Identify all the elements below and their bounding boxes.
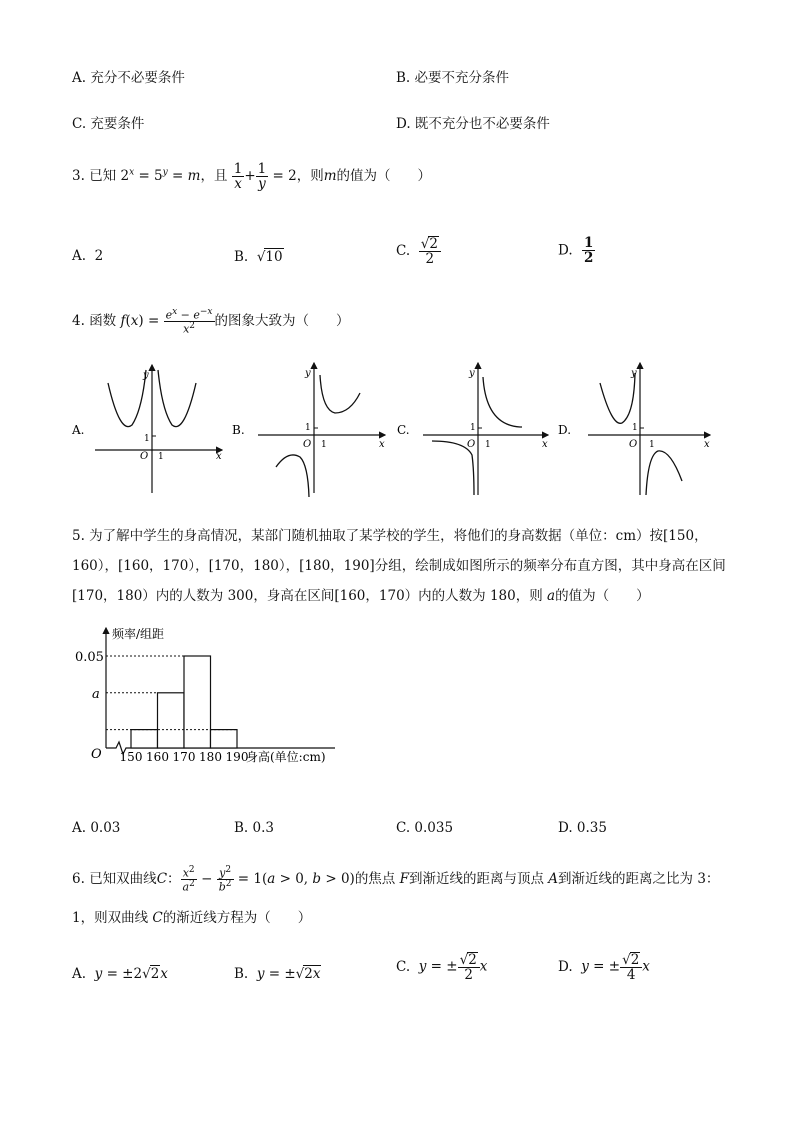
graph-a-right-branch <box>158 370 196 427</box>
graph-d-left-branch <box>600 373 635 423</box>
svg-text:y: y <box>305 368 311 379</box>
svg-text:x: x <box>379 439 385 450</box>
svg-text:x: x <box>216 451 222 462</box>
q3-option-c-label: C. <box>396 243 411 260</box>
histogram-xtick-3: 180 <box>199 750 222 764</box>
q2-option-a[interactable]: A. 充分不必要条件 <box>72 70 185 86</box>
histogram-ytick-0: 0.05 <box>75 650 104 665</box>
q6-line-1: 6. 已知双曲线C： $\frac{x^2}{a^2}$ − $\frac{y^2}{b^2}$ = 1(a > 0, b > 0)的焦点 F到渐近线的距离与顶点 A到渐近线的距离之比为 3： <box>72 865 720 894</box>
svg-text:x: x <box>542 439 548 450</box>
graph-b-left-branch <box>276 455 309 497</box>
histogram-ylabel: 频率/组距 <box>112 627 165 641</box>
q3-equation: $2^x = 5^y = m$ <box>120 167 201 185</box>
q5-option-a[interactable]: A. 0.03 <box>72 820 121 836</box>
graph-b-right-branch <box>320 375 360 413</box>
graph-d[interactable] <box>558 363 710 495</box>
q6-option-b[interactable]: B. y = ±√2x <box>234 966 321 982</box>
svg-text:1: 1 <box>632 423 638 433</box>
histogram-y-tick-labels <box>75 650 104 702</box>
svg-text:y: y <box>143 370 149 381</box>
graph-b[interactable] <box>232 363 385 497</box>
q5-option-b[interactable]: B. 0.3 <box>234 820 274 836</box>
svg-text:O: O <box>467 439 476 450</box>
q4-number: 4. <box>72 313 85 330</box>
q2-option-d[interactable]: D. 既不充分也不必要条件 <box>396 116 550 132</box>
svg-text:x: x <box>704 439 710 450</box>
q3-option-a[interactable] <box>72 248 103 264</box>
q4-stem <box>72 308 350 335</box>
svg-text:1: 1 <box>470 423 476 433</box>
histogram-xtick-4: 190 <box>225 750 249 764</box>
histogram-ytick-a: a <box>92 686 100 702</box>
graph-c[interactable] <box>397 363 548 495</box>
svg-text:y: y <box>631 368 637 379</box>
histogram-bars <box>131 656 237 748</box>
graph-c-right-branch <box>483 377 522 427</box>
histogram-xtick-0: 150 <box>119 750 143 764</box>
graph-a[interactable] <box>71 365 222 493</box>
histogram-xlabel: 身高(单位:cm) <box>246 750 326 764</box>
q3-text-1: 已知 <box>89 168 117 185</box>
graph-b-label: B. <box>232 423 245 437</box>
q3-option-a-value: 2 <box>94 248 104 264</box>
histogram-xtick-1: 160 <box>146 750 169 764</box>
histogram-origin: O <box>91 747 102 762</box>
q3-stem <box>72 162 431 191</box>
svg-text:O: O <box>629 439 638 450</box>
q6-hyperbola: $\frac{x^2}{a^2}$ − $\frac{y^2}{b^2}$ = 1(a > 0, b > 0) <box>182 865 355 894</box>
q4-text-2: 的图象大致为（ ） <box>214 313 350 330</box>
q5-option-c[interactable]: C. 0.035 <box>396 820 454 836</box>
q3-text-2: ，且 <box>200 168 228 185</box>
svg-text:1: 1 <box>485 440 491 450</box>
histogram-bar-3 <box>211 730 238 748</box>
q6-option-c[interactable]: C. y = ± $\frac{√2}{2}$ x <box>396 952 488 984</box>
q6-var-c: C <box>156 871 168 888</box>
q2-option-c[interactable]: C. 充要条件 <box>72 116 145 132</box>
q3-var-m: m <box>323 168 337 185</box>
graph-a-label: A. <box>72 423 85 437</box>
svg-text:y: y <box>469 368 475 379</box>
q6-option-d[interactable]: D. y = ± $\frac{√2}{4}$ x <box>558 952 650 984</box>
q3-option-c[interactable] <box>396 236 441 266</box>
q4-function: f(x) = $\frac{e^x - e^{-x}}{x^2}$ <box>120 307 213 336</box>
graph-d-right-branch <box>646 451 682 495</box>
svg-text:1: 1 <box>158 452 164 462</box>
q3-option-b[interactable] <box>234 248 284 265</box>
q3-option-c-value: $\frac{√2}{2}$ <box>419 236 441 266</box>
svg-text:1: 1 <box>305 423 311 433</box>
q3-option-b-value: √10 <box>256 249 283 265</box>
q5-line-2: 160），[160，170），[170，180），[180，190]分组，绘制成如图所示的频率分布直方图，其中身高在区间 <box>72 558 726 574</box>
graph-c-label: C. <box>397 423 410 437</box>
q3-option-d-value: $\frac{1}{2}$ <box>584 235 594 267</box>
q5-line-3: [170，180）内的人数为 300，身高在区间[160，170）内的人数为 180，则 a的值为（ ） <box>72 588 650 604</box>
q6-line-2: 1，则双曲线 C的渐近线方程为（ ） <box>72 910 312 926</box>
svg-text:1: 1 <box>649 440 655 450</box>
q6-option-a[interactable]: A. y = ±2√2x <box>72 966 168 982</box>
q2-option-b[interactable]: B. 必要不充分条件 <box>396 70 510 86</box>
q3-option-d-label: D. <box>558 242 573 259</box>
q3-option-d[interactable] <box>558 236 595 265</box>
q6-number: 6. <box>72 871 85 888</box>
svg-text:O: O <box>140 451 149 462</box>
q4-text-1: 函数 <box>89 313 117 330</box>
histogram-bar-1 <box>158 693 185 748</box>
histogram-x-tick-labels <box>120 750 249 764</box>
q5-option-d[interactable]: D. 0.35 <box>558 820 607 836</box>
histogram-xtick-2: 170 <box>172 750 196 764</box>
histogram-bar-0 <box>131 730 158 748</box>
q4-graphs <box>60 355 780 500</box>
histogram-bar-2 <box>184 656 211 748</box>
q3-text-3: ，则 <box>296 168 324 185</box>
q3-text-4: 的值为（ ） <box>336 168 432 185</box>
q3-number: 3. <box>72 168 85 185</box>
graph-a-left-branch <box>108 370 146 427</box>
q3-option-b-label: B. <box>234 249 249 265</box>
svg-text:O: O <box>303 439 312 450</box>
graph-d-label: D. <box>558 423 572 437</box>
q3-option-a-label: A. <box>72 248 87 264</box>
svg-text:1: 1 <box>321 440 327 450</box>
q3-condition: $\frac{1}{x}$ + $\frac{1}{y}$ = 2 <box>233 161 297 193</box>
q5-var-a: a <box>547 588 556 604</box>
q5-line-1: 5. 为了解中学生的身高情况，某部门随机抽取了某学校的学生，将他们的身高数据（单位：cm）按[150， <box>72 528 708 544</box>
svg-text:1: 1 <box>144 434 150 444</box>
q5-histogram <box>70 622 370 772</box>
